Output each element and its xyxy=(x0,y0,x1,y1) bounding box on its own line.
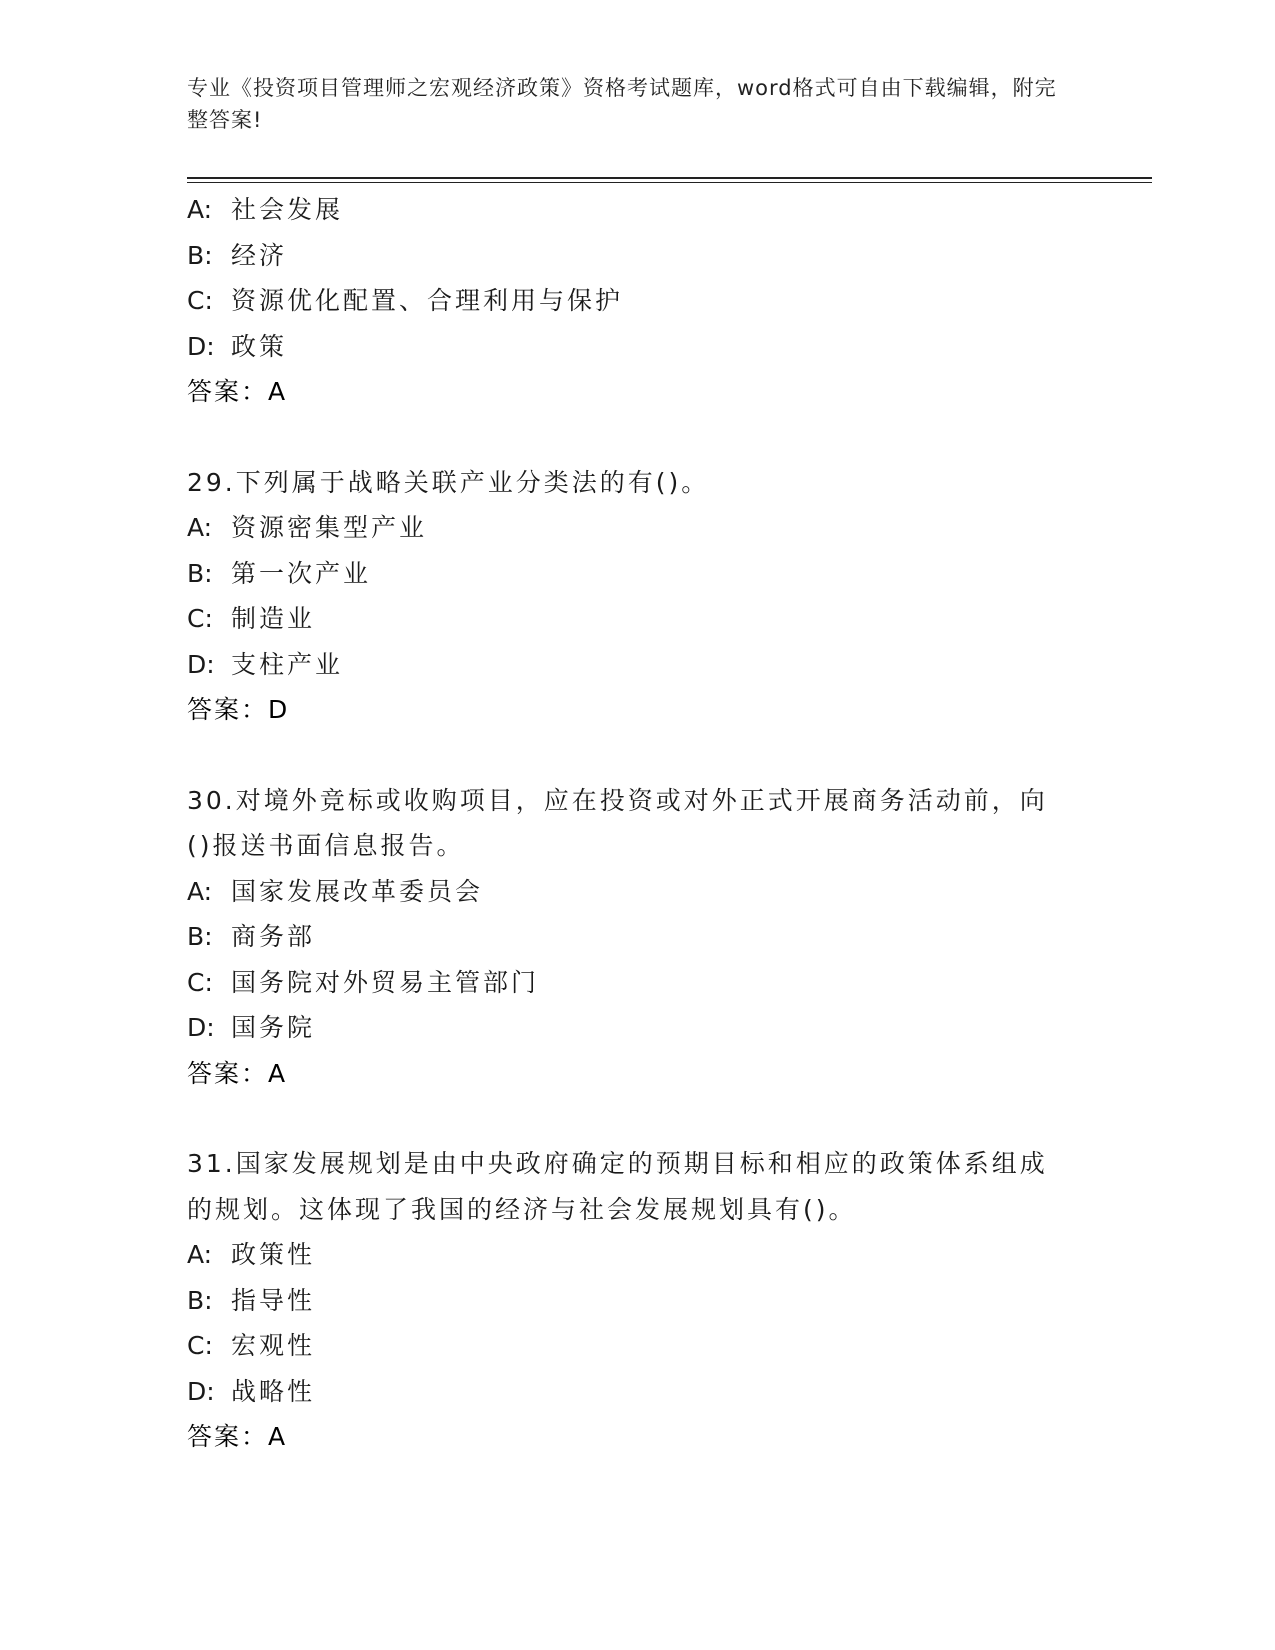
option-c: C: 制造业 xyxy=(187,604,316,633)
option-c: C: 宏观性 xyxy=(187,1331,316,1360)
answer-line: 答案：A xyxy=(187,1058,287,1088)
option-c: C: 国务院对外贸易主管部门 xyxy=(187,967,540,997)
question-30 xyxy=(187,778,1087,1097)
answer-line: 答案：A xyxy=(187,377,287,406)
question-stem: 31.国家发展规划是由中央政府确定的预期目标和相应的政策体系组成 xyxy=(187,1149,1048,1178)
option-a: A: 政策性 xyxy=(187,1240,316,1269)
option-d: D: 国务院 xyxy=(187,1013,316,1042)
option-b: B: 商务部 xyxy=(187,922,316,951)
question-stem-continued: ()报送书面信息报告。 xyxy=(187,831,465,860)
header-rule-thick xyxy=(187,177,1152,179)
question-stem: 29.下列属于战略关联产业分类法的有()。 xyxy=(187,467,710,497)
option-b: B: 第一次产业 xyxy=(187,558,372,588)
answer-line: 答案：D xyxy=(187,695,289,724)
document-header: 专业《投资项目管理师之宏观经济政策》资格考试题库，word格式可自由下载编辑，附完整答案! xyxy=(187,76,1057,132)
option-d: D: 战略性 xyxy=(187,1376,316,1406)
option-a: A: 资源密集型产业 xyxy=(187,513,428,542)
option-d: D: 政策 xyxy=(187,331,288,361)
question-29 xyxy=(187,460,1087,733)
question-list xyxy=(187,187,1087,1460)
header-rule-thin xyxy=(187,182,1152,183)
answer-line: 答案：A xyxy=(187,1422,287,1451)
question-stem-continued: 的规划。这体现了我国的经济与社会发展规划具有()。 xyxy=(187,1194,857,1224)
option-b: B: 经济 xyxy=(187,240,288,270)
question-28-partial xyxy=(187,187,1087,415)
question-stem: 30.对境外竞标或收购项目，应在投资或对外正式开展商务活动前，向 xyxy=(187,785,1048,815)
option-a: A: 国家发展改革委员会 xyxy=(187,876,484,906)
question-31 xyxy=(187,1141,1087,1460)
option-a: A: 社会发展 xyxy=(187,195,344,224)
option-b: B: 指导性 xyxy=(187,1285,316,1315)
option-c: C: 资源优化配置、合理利用与保护 xyxy=(187,286,624,315)
option-d: D: 支柱产业 xyxy=(187,649,344,679)
